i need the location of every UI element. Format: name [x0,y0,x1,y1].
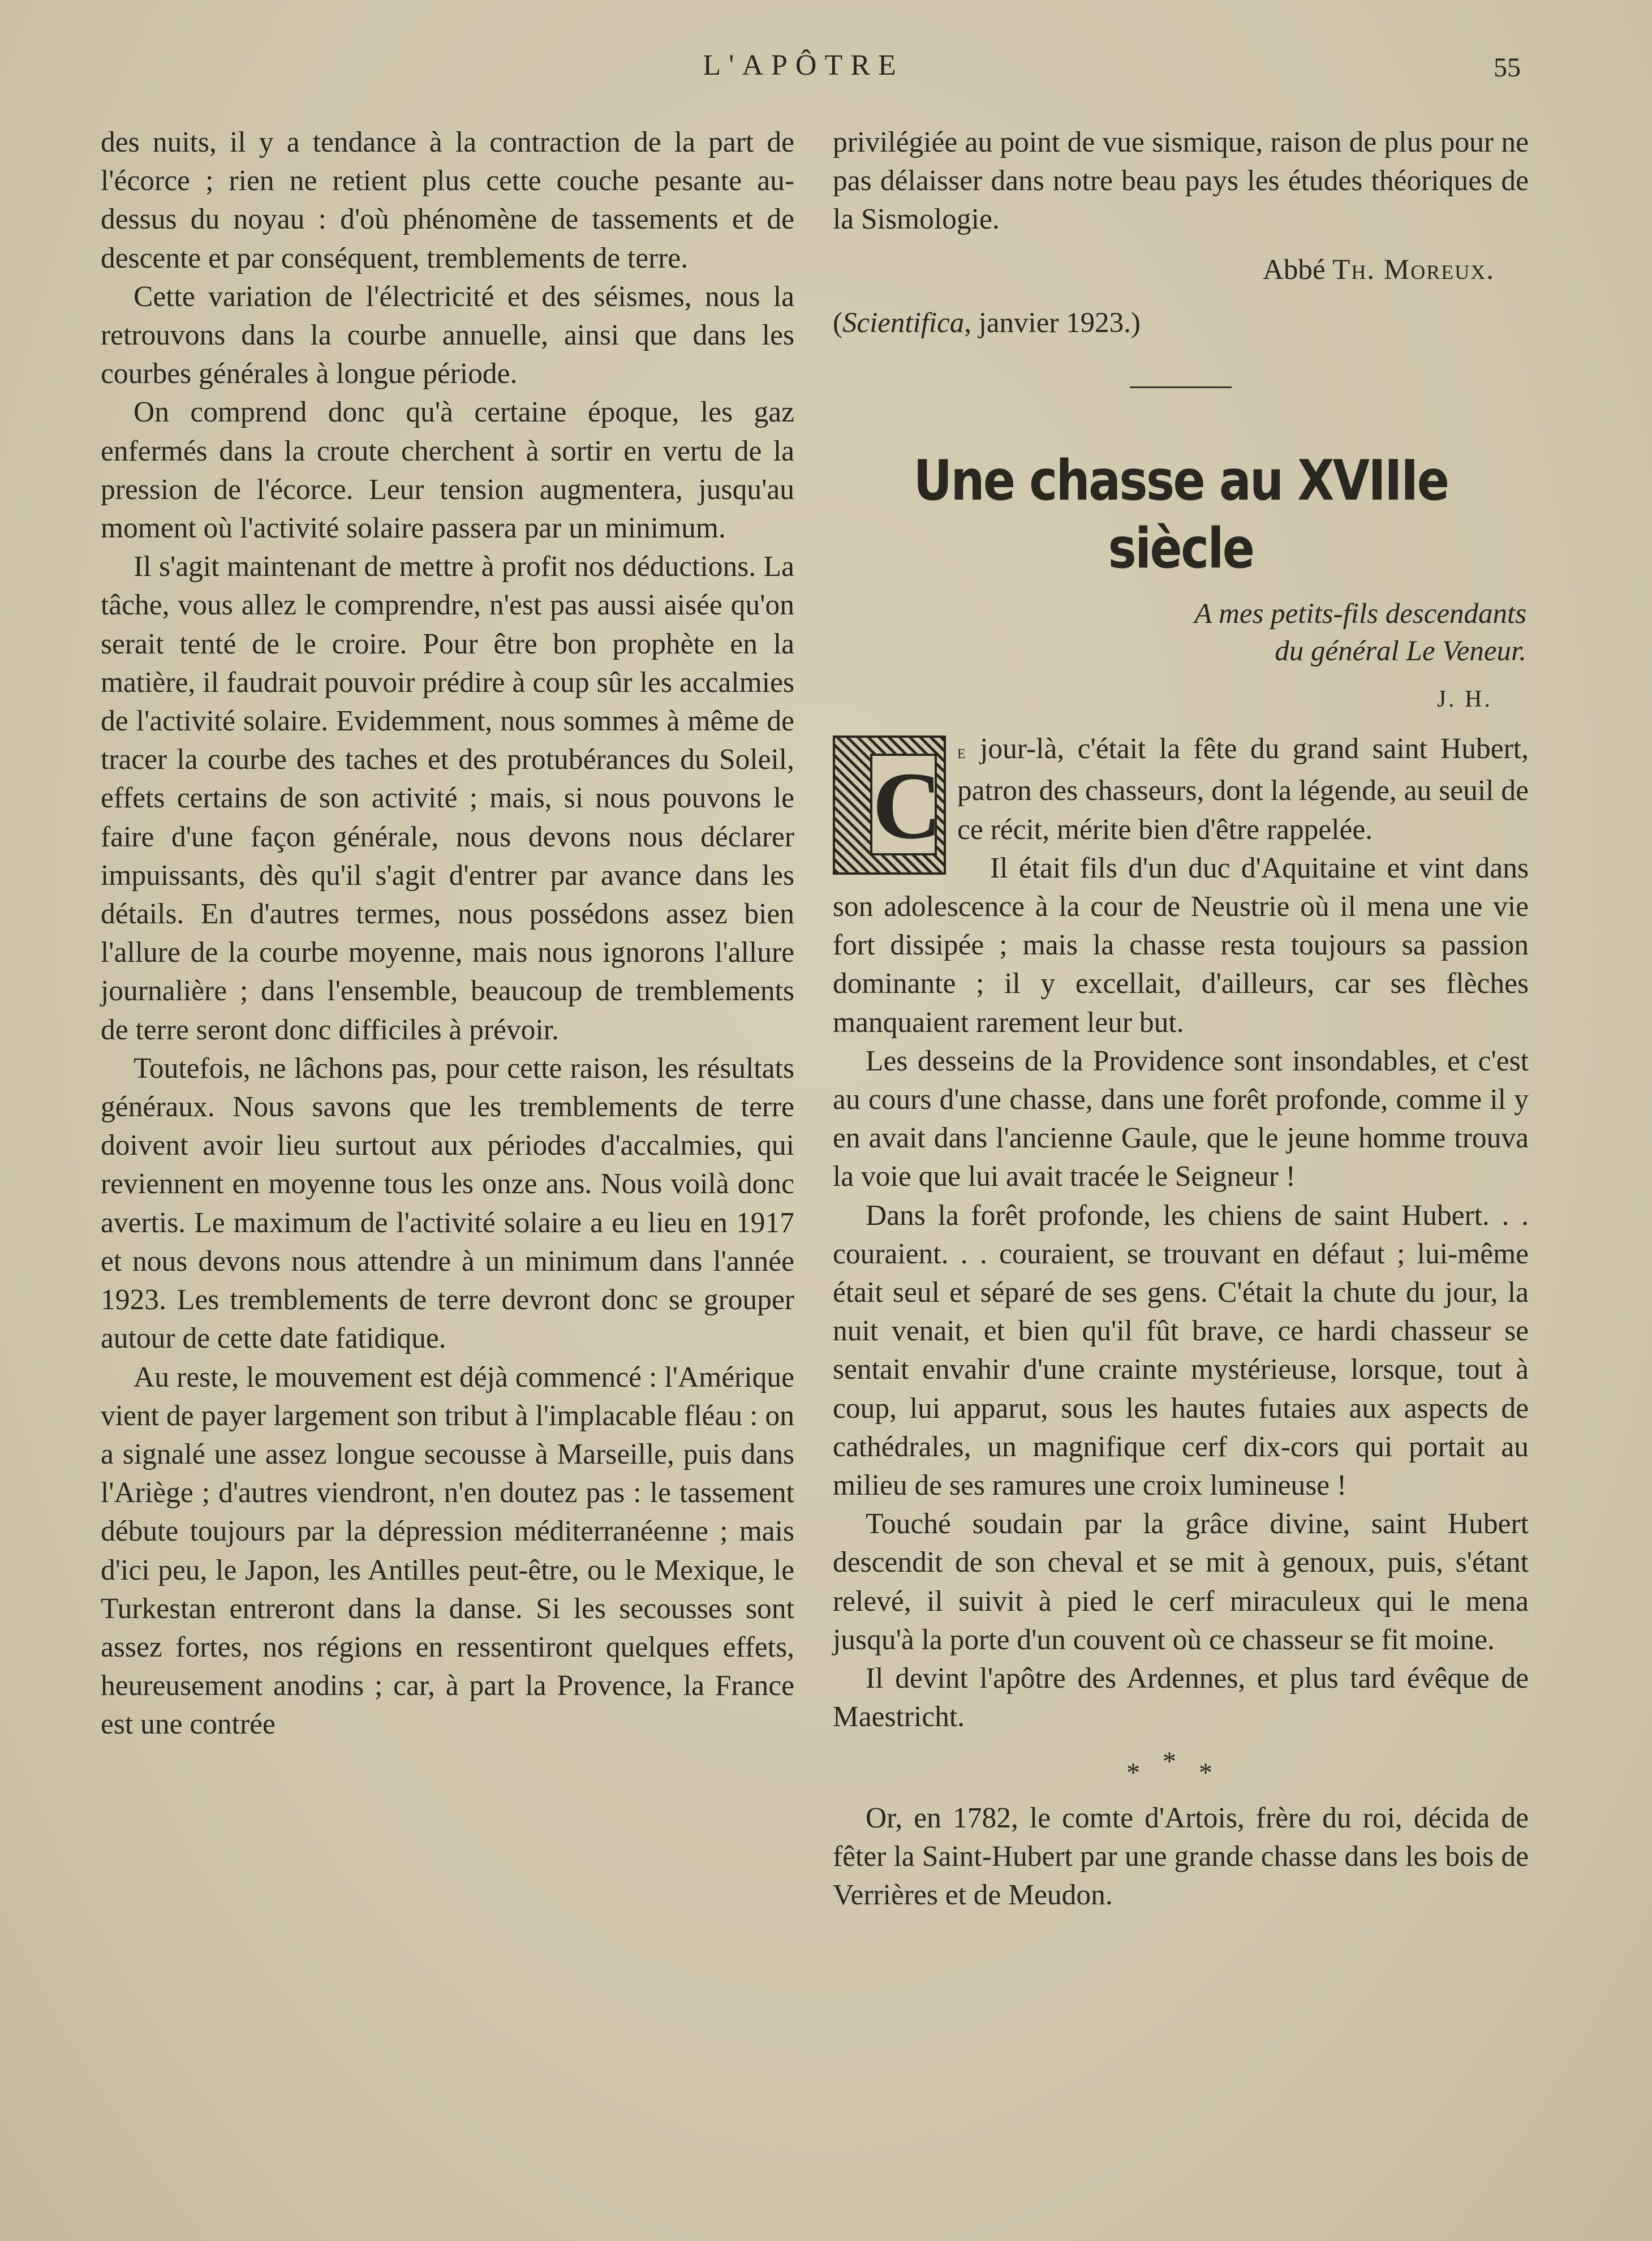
first-paragraph [833,730,1529,859]
right-column [833,123,1529,1915]
article-signature [833,251,1529,289]
left-column [101,123,794,1744]
paragraph: Au reste, le mouvement est déjà commencé : l'Amérique vient de payer largement son tribut à l'implacable fléau : on a signalé une assez longue secousse à Marseille, puis dans l'Ariège ; d'autres viendront, n'en doutez pas : le tassement débute toujours par la dépression méditerranéenne ; mais d'ici peu, le Japon, les Antilles peut-être, ou le Mexique, le Turkestan entreront dans la danse. Si les secousses sont assez fortes, nos régions en ressentiront quelques effets, heureusement anodins ; car, à part la Provence, la France est une contrée [101,1361,794,1741]
signature-name: Th. Moreux. [1332,253,1495,286]
paragraph: Touché soudain par la grâce divine, saint Hubert descendit de son cheval et se mit à genoux, puis, s'étant relevé, il suivit à pied le cerf miraculeux qui le mena jusqu'à la porte d'un couvent où ce chasseur se fit moine. [833,1508,1529,1656]
paragraph: privilégiée au point de vue sismique, raison de plus pour ne pas délaisser dans notre beau pays les études théoriques de la Sismologie. [833,126,1529,236]
separator-star: * [1163,1746,1199,1777]
paragraph: Cette variation de l'électricité et des séismes, nous la retrouvons dans la courbe annuelle, ainsi que dans les courbes générales à longue période. [101,280,794,390]
dedication-line: A mes petits-fils descendants [1194,598,1526,630]
paragraph: Dans la forêt profonde, les chiens de saint Hubert. . . couraient. . . couraient, se trouvant en défaut ; lui-même était seul et séparé de ses gens. C'était la chute du jour, la nuit venait, et bien qu'il fût brave, ce hardi chasseur se sentait envahir d'une crainte mystérieuse, lorsque, tout à coup, lui apparut, sous les hautes futaies aux aspects de cathédrales, un magnifique cerf dix-cors qui portait au milieu de ses ramures une croix lumineuse ! [833,1199,1529,1502]
paragraph: Or, en 1782, le comte d'Artois, frère du roi, décida de fêter la Saint-Hubert par une grande chasse dans les bois de Verrières et de Meudon. [833,1801,1529,1911]
dedication-line: du général Le Veneur. [1275,635,1526,668]
signature-prefix: Abbé [1263,253,1333,286]
author-initials: J. H. [1436,686,1492,713]
section-divider [1130,386,1232,388]
separator-star: * [1126,1757,1163,1788]
source-open: ( [833,307,842,339]
ornamental-initial [833,735,946,875]
dropcap-letter: C [870,754,937,855]
dedication [833,595,1529,670]
article-title: Une chasse au XVIIIe siècle [913,449,1448,582]
paragraph: Il devint l'apôtre des Ardennes, et plus tard évêque de Maestricht. [833,1662,1529,1734]
paragraph: On comprend donc qu'à certaine époque, les gaz enfermés dans la croute cherchent à sortir en vertu de la pression de l'écorce. Leur tension augmentera, jusqu'au moment où l'activité solaire passera par un minimum. [101,396,794,545]
page-number: 55 [1494,53,1521,83]
paragraph: Toutefois, ne lâchons pas, pour cette raison, les résultats généraux. Nous savons que les tremblements de terre doivent avoir lieu surtout aux périodes d'accalmies, qui reviennent en moyenne tous les onze ans. Nous voilà donc avertis. Le maximum de l'activité solaire a eu lieu en 1917 et nous devons nous attendre à un minimum dans l'année 1923. Les tremblements de terre devront donc se grouper autour de cette date fatidique. [101,1052,794,1355]
source-rest: , janvier 1923.) [964,307,1141,339]
first-word-tail: e [957,742,967,763]
separator-star: * [1199,1757,1235,1788]
paragraph: des nuits, il y a tendance à la contraction de la part de l'écorce ; rien ne retient plus cette couche pesante au-dessus du noyau : d'où phénomène de tassements et de descente et par conséquent, tremblements de terre. [101,126,794,274]
paragraph: Il s'agit maintenant de mettre à profit nos déductions. La tâche, vous allez le comprendre, n'est pas aussi aisée qu'on serait tenté de le croire. Pour être bon prophète en la matière, il faudrait pouvoir prédire à coup sûr les accalmies de l'activité solaire. Evidemment, nous sommes à même de tracer la courbe des taches et des protubérances du Soleil, effets certains de son activité ; mais, si nous pouvons le faire d'une façon générale, nous devons nous déclarer impuissants, dès qu'il s'agit d'entrer par avance dans les détails. En d'autres termes, nous possédons assez bien l'allure de la courbe moyenne, mais nous ignorons l'allure journalière ; dans l'ensemble, beaucoup de tremblements de terre seront donc difficiles à prévoir. [101,550,794,1046]
first-paragraph-text: jour-là, c'était la fête du grand saint Hubert, patron des chasseurs, dont la légende, au seuil de ce récit, mérite bien d'être rappelée. [957,733,1529,846]
source-title: Scientifica [842,307,965,339]
paragraph: Les desseins de la Providence sont insondables, et c'est au cours d'une chasse, dans une forêt profonde, comme il y en avait dans l'ancienne Gaule, que le jeune homme trouva la voie que lui avait tracée le Seigneur ! [833,1044,1529,1193]
source-citation [833,304,1529,342]
paragraph: Il était fils d'un duc d'Aquitaine et vint dans son adolescence à la cour de Neustrie où il mena une vie fort dissipée ; mais la chasse resta toujours sa passion dominante ; il y excellait, d'ailleurs, car ses flèches manquaient rarement leur but. [833,851,1529,1039]
section-separator [833,1746,1529,1788]
running-title: L'APÔTRE [703,49,904,81]
